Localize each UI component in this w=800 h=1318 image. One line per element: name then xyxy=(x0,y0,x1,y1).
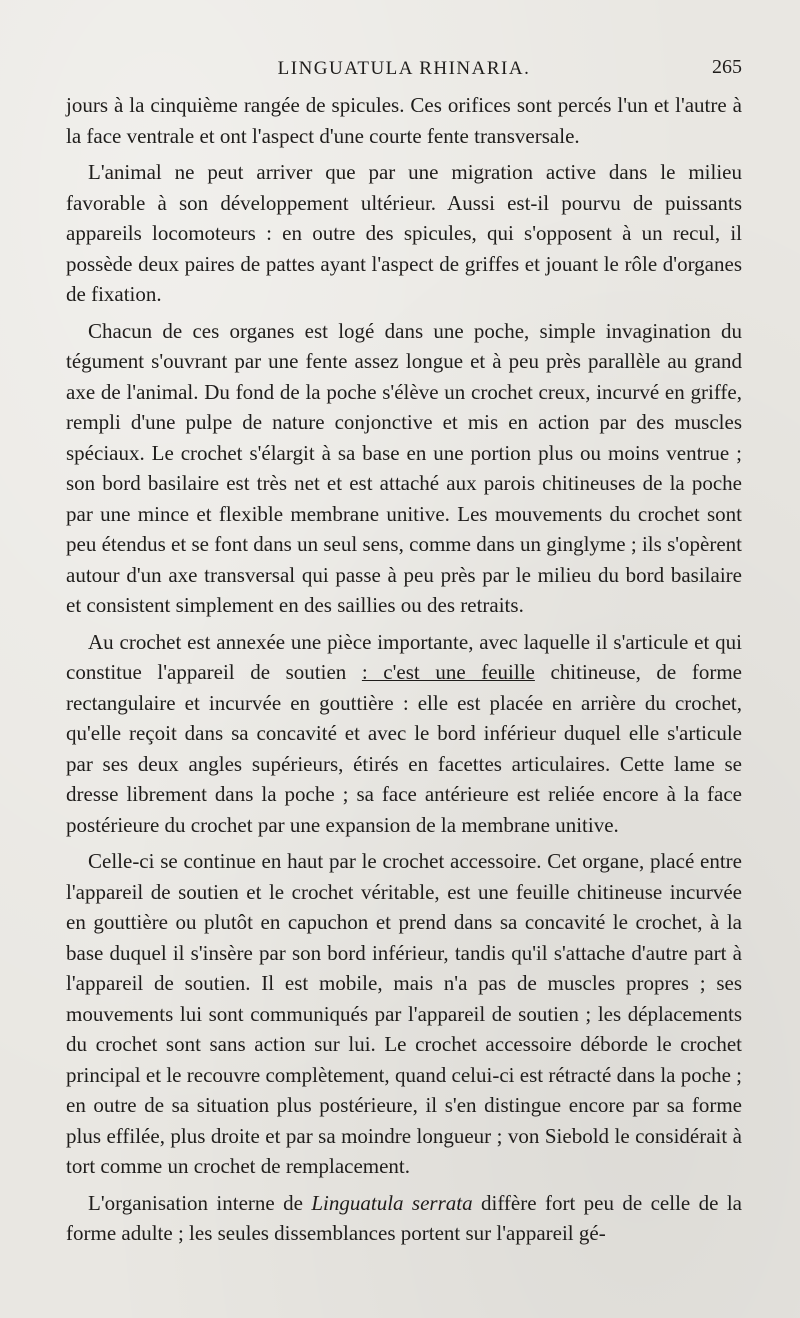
species-name: Linguatula serrata xyxy=(311,1190,473,1215)
paragraph-6-rest: diffère fort peu de celle de la forme adulte ; les seules dissemblances portent sur l'appareil gé- xyxy=(66,1190,742,1245)
page-header xyxy=(66,54,742,84)
underlined-phrase: : c'est une feuille xyxy=(361,660,535,684)
running-title: LINGUATULA RHINARIA. xyxy=(277,58,531,79)
paragraph-4 xyxy=(66,627,742,841)
page-number: 265 xyxy=(712,56,742,78)
paragraph-1: jours à la cinquième rangée de spicules. Ces orifices sont percés l'un et l'autre à la face ventrale et ont l'aspect d'une courte fente transversale. xyxy=(66,93,742,148)
paragraph-4-rest: chitineuse, de forme rectangulaire et incurvée en gouttière : elle est placée en arrière du crochet, qu'elle reçoit dans sa concavité et avec le bord inférieur duquel elle s'articule par ses deux angles supérieurs, étirés en facettes articulaires. Cette lame se dresse librement dans la poche ; sa face antérieure est reliée encore à la face postérieure du crochet par une expansion de la membrane unitive. xyxy=(66,660,742,837)
paragraph-4-start: Au crochet est annexée une pièce importante, avec laquelle il s'articule et qui constitue l'appareil de soutien xyxy=(66,629,742,684)
body-text xyxy=(66,90,742,1255)
paragraph-6-start: L'organisation interne de xyxy=(88,1190,312,1215)
paragraph-3: Chacun de ces organes est logé dans une poche, simple invagination du tégument s'ouvrant par une fente assez longue et à peu près parallèle au grand axe de l'animal. Du fond de la poche s'élève un crochet creux, incurvé en griffe, rempli d'une pulpe de nature conjonctive et mis en action par des muscles spéciaux. Le crochet s'élargit à sa base en une portion plus ou moins ventrue ; son bord basilaire est très net et est attaché aux parois chitineuses de la poche par une mince et flexible membrane unitive. Les mouvements du crochet sont peu étendus et se font dans un seul sens, comme dans un ginglyme ; ils s'opèrent autour d'un axe transversal qui passe à peu près par le milieu du bord basilaire et consistent simplement en des saillies ou des retraits. xyxy=(66,318,742,617)
paragraph-6 xyxy=(66,1188,742,1249)
paragraph-5: Celle-ci se continue en haut par le crochet accessoire. Cet organe, placé entre l'appareil de soutien et le crochet véritable, est une feuille chitineuse incurvée en gouttière ou plutôt en capuchon et prend dans sa concavité le crochet, à la base duquel il s'insère par son bord inférieur, tandis qu'il s'attache d'autre part à l'appareil de soutien. Il est mobile, mais n'a pas de muscles propres ; ses mouvements lui sont communiqués par l'appareil de soutien ; les déplacements du crochet sont sans action sur lui. Le crochet accessoire déborde le crochet principal et le recouvre complètement, quand celui-ci est rétracté dans la poche ; en outre de sa situation plus postérieure, il s'en distingue encore par sa forme plus effilée, plus droite et par sa moindre longueur ; von Siebold le considérait à tort comme un crochet de remplacement. xyxy=(66,849,742,1178)
paragraph-2: L'animal ne peut arriver que par une migration active dans le milieu favorable à son développement ultérieur. Aussi est-il pourvu de puissants appareils locomoteurs : en outre des spicules, qui s'opposent à un recul, il possède deux paires de pattes ayant l'aspect de griffes et jouant le rôle d'organes de fixation. xyxy=(66,160,742,306)
